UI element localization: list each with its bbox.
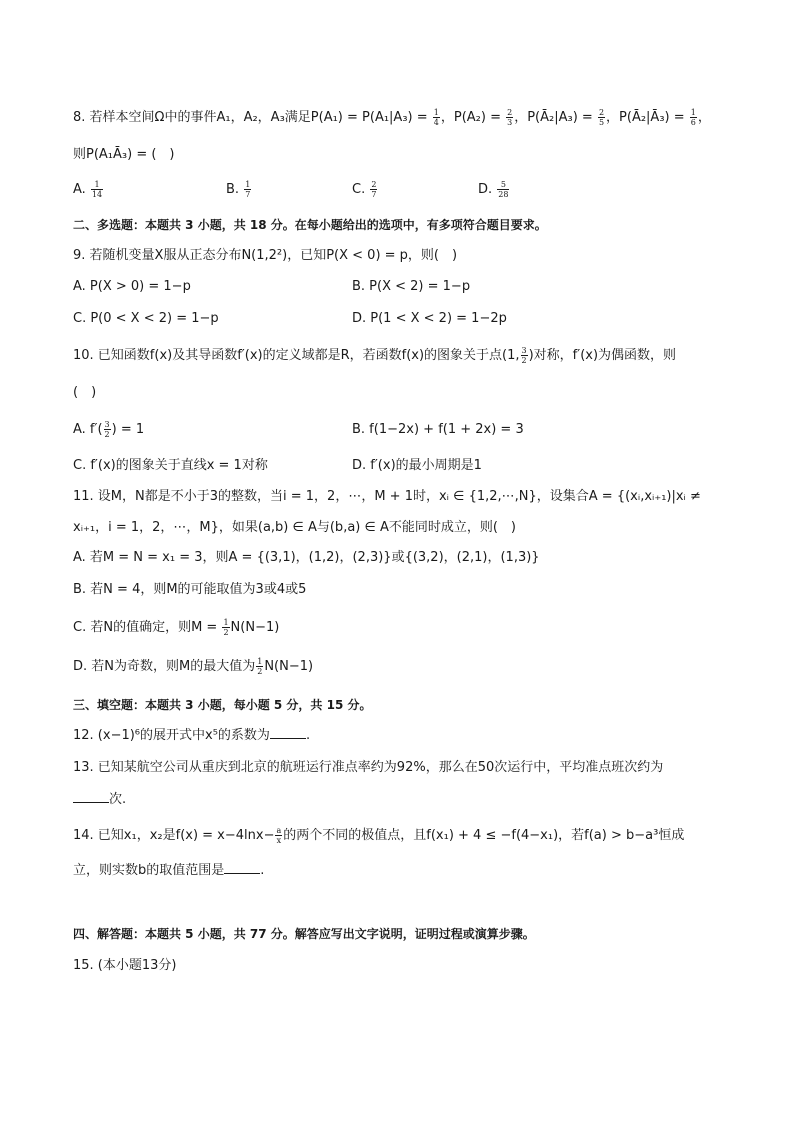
section-heading-fill-in: 三、填空题：本题共 3 小题，每小题 5 分，共 15 分。: [73, 698, 372, 712]
answer-blank: [270, 726, 306, 739]
q13-stem: 13. 已知某航空公司从重庆到北京的航班运行准点率约为92%，那么在50次运行中，平均准点班次约为: [73, 760, 664, 775]
q8-option-c: C. $\frac{2}{7}$: [352, 180, 377, 199]
q8-stem: 8. 若样本空间Ω中的事件A₁，A₂，A₃满足P(A₁) = P(A₁|A₃) = $\frac{1}{4}$ ，P(A₂) = $\frac{2}{3}$ ，P(Ā₂|A₃) = $\frac{2}{5}$ ，P(Ā₂|Ā₃) = $\frac{1}{6}$ ，: [73, 108, 711, 127]
q12-stem: 12. (x−1)⁶的展开式中x⁵的系数为 .: [73, 728, 311, 743]
section-heading-multiple-choice: 二、多选题：本题共 3 小题，共 18 分。在每小题给出的选项中，有多项符合题目要求。: [73, 218, 547, 232]
q10-stem: 10. 已知函数f(x)及其导函数f′(x)的定义域都是R，若函数f(x)的图象关于点(1, $\frac{3}{2}$ )对称，f′(x)为偶函数，则: [73, 346, 677, 365]
q9-stem: 9. 若随机变量X服从正态分布N(1,2²)，已知P(X < 0) = p，则( ): [73, 248, 458, 263]
q11-option-c: C. 若N的值确定，则M = $\frac{1}{2}$ N(N−1): [73, 618, 280, 637]
q10-stem-line2: ( ): [73, 385, 97, 400]
q9-option-a: A. P(X > 0) = 1−p: [73, 279, 191, 294]
q15-heading: 15. (本小题13分): [73, 958, 177, 973]
answer-blank: [73, 790, 109, 803]
q9-option-c: C. P(0 < X < 2) = 1−p: [73, 311, 219, 326]
fraction: $\frac{2}{5}$: [598, 108, 605, 127]
q14-stem-line2: 立，则实数b的取值范围是 .: [73, 863, 265, 878]
q10-option-b: B. f(1−2x) + f(1 + 2x) = 3: [352, 422, 524, 437]
q11-option-a: A. 若M = N = x₁ = 3，则A = {(3,1)，(1,2)，(2,3)}或{(3,2)，(2,1)，(1,3)}: [73, 550, 540, 565]
q11-option-b: B. 若N = 4，则M的可能取值为3或4或5: [73, 582, 307, 597]
q8-option-a: A. $\frac{1}{14}$: [73, 180, 103, 199]
fraction: $\frac{1}{4}$: [433, 108, 439, 127]
q13-stem-line2: 次.: [73, 790, 126, 810]
q8-option-d: D. $\frac{5}{28}$: [478, 180, 509, 199]
q10-option-c: C. f′(x)的图象关于直线x = 1对称: [73, 458, 268, 473]
q8-option-b: B. $\frac{1}{7}$: [226, 180, 251, 199]
q10-option-d: D. f′(x)的最小周期是1: [352, 458, 482, 473]
fraction: $\frac{2}{3}$: [507, 108, 513, 127]
q14-stem: 14. 已知x₁，x₂是f(x) = x−4lnx− $\frac{a}{x}$ 的两个不同的极值点，且f(x₁) + 4 ≤ −f(4−x₁)，若f(a) > b−a³恒成: [73, 826, 685, 845]
q11-option-d: D. 若N为奇数，则M的最大值为 $\frac{1}{2}$ N(N−1): [73, 657, 314, 676]
q11-stem-line2: xᵢ₊₁，i = 1，2，⋯，M}，如果(a,b) ∈ A与(b,a) ∈ A不能同时成立，则( ): [73, 520, 516, 535]
fraction: $\frac{1}{6}$: [690, 108, 696, 127]
q8-stem-line2: 则P(A₁Ā₃) = ( ): [73, 147, 175, 162]
q9-option-d: D. P(1 < X < 2) = 1−2p: [352, 311, 507, 326]
q11-stem: 11. 设M，N都是不小于3的整数，当i = 1，2，⋯，M + 1时，xᵢ ∈ {1,2,⋯,N}，设集合A = {(xᵢ,xᵢ₊₁)|xᵢ ≠: [73, 489, 701, 504]
section-heading-solutions: 四、解答题：本题共 5 小题，共 77 分。解答应写出文字说明，证明过程或演算步骤。: [73, 927, 535, 941]
answer-blank: [224, 861, 260, 874]
q10-option-a: A. f′( $\frac{3}{2}$ ) = 1: [73, 420, 145, 439]
q9-option-b: B. P(X < 2) = 1−p: [352, 279, 471, 294]
